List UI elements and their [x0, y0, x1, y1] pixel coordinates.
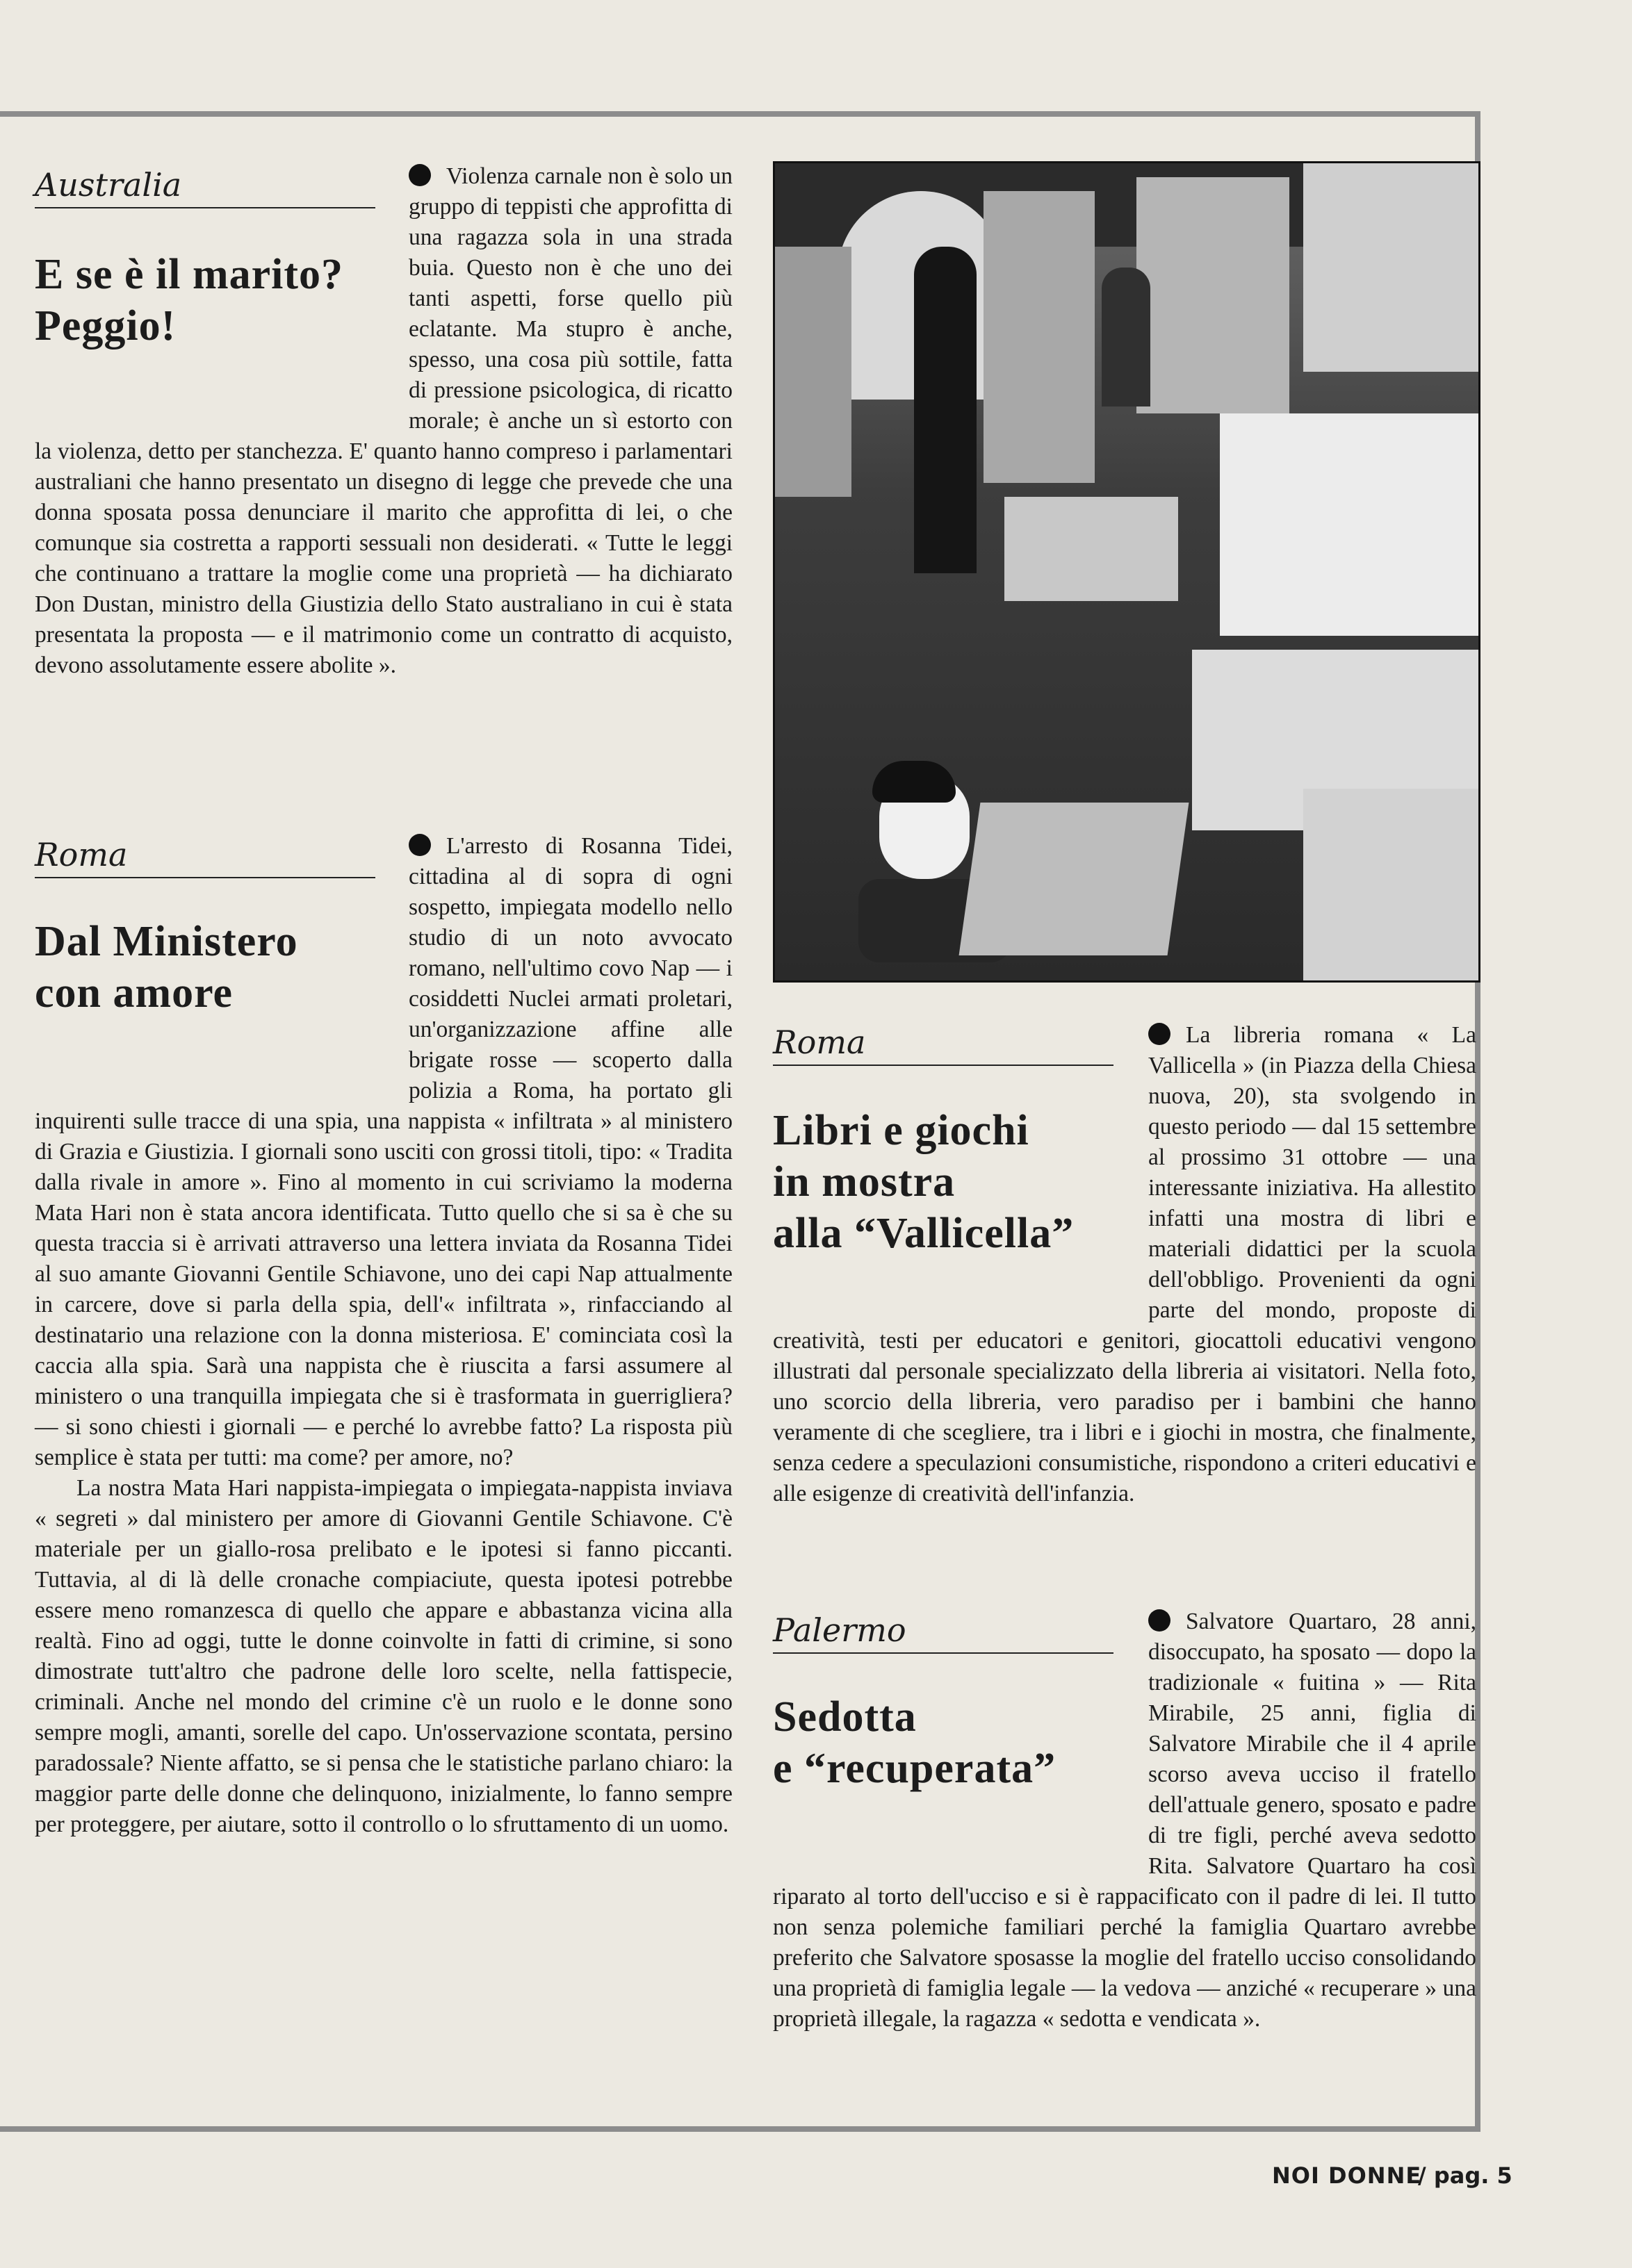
bottom-border-rule	[0, 2126, 1480, 2132]
article-paragraph: Salvatore Quartaro, 28 anni, disoccupato, ha sposato — dopo la tradizionale « fuitina » — Rita Mirabile, 25 anni, figlia di Salvatore Mirabile che il 4 aprile scorso aveva ucciso il fratello dell'attuale genero, sposato e padre di tre figli, perché aveva sedotto Rita. Salvatore Quartaro ha così riparato al torto dell'ucciso e si è rappacificato con il padre di lei. Il tutto non senza polemiche familiari perché la famiglia Quartaro avrebbe preferito che Salvatore sposasse la moglie del fratello ucciso consolidando una proprietà di famiglia legale — la vedova — anziché « recuperare » una proprietà illegale, la ragazza « sedotta e vendicata ».	[773, 1609, 1476, 2032]
headline-line: E se è il marito?	[35, 251, 344, 298]
article-paragraph: Violenza carnale non è solo un gruppo di teppisti che approfitta di una ragazza sola in una strada buia. Questo non è che uno dei tanti aspetti, forse quello più eclatante. Ma stupro è anche, spesso, una cosa più sottile, fatta di pressione psicologica, di ricatto morale; è anche un sì estorto con la violenza, detto per stanchezza. E' quanto hanno compreso i parlamentari australiani che hanno presentato un disegno di legge che prevede che una donna sposata possa denunciare il marito che approfitta di lei, o che comunque sia costretta a rapporti sessuali non desiderati. « Tutte le leggi che continuano a trattare la moglie come una proprietà — ha dichiarato Don Dustan, ministro della Giustizia dello Stato australiano in cui è stata presentata la proposta — e il matrimonio come un contratto di acquisto, devono assolutamente essere abolite ».	[35, 163, 733, 678]
article-place: Palermo	[773, 1611, 1113, 1654]
bookstore-photo	[773, 161, 1480, 983]
article-paragraph: La libreria romana « La Vallicella » (in Piazza della Chiesa nuova, 20), sta svolgendo in questo periodo — dal 15 settembre al prossimo 31 ottobre — una interessante iniziativa. Ha allestito infatti una mostra di libri e materiali didattici per la scuola dell'obbligo. Provenienti da ogni parte del mondo, proposte di creatività, testi per educatori e genitori, giocattoli educativi vengono illustrati dal personale specializzato della libreria ai visitatori. Nella foto, uno scorcio della libreria, vero paradiso per i bambini che hanno veramente di che scegliere, tra i libri e i giochi in mostra, che finalmente, senza cedere a speculazioni consumistiche, rispondono a criteri educativi e alle esigenze di creatività dell'infanzia.	[773, 1022, 1476, 1506]
headline-line: con amore	[35, 969, 234, 1017]
bullet-icon	[409, 834, 431, 856]
magazine-brand: NOI DONNE	[1272, 2162, 1422, 2189]
article-place: Roma	[35, 835, 375, 878]
headline-line: Sedotta	[773, 1693, 917, 1741]
article-body	[773, 1606, 1476, 2035]
bullet-icon	[1148, 1023, 1170, 1045]
article-paragraph: La nostra Mata Hari nappista-impiegata o impiegata-nappista inviava « segreti » dal ministero per amore di Giovanni Gentile Schiavone. C'è materiale per un giallo-rosa prelibato e le ipotesi si fanno piccanti. Tuttavia, al di là delle cronache compiaciute, questa ipotesi potrebbe essere meno romanzesca di quello che appare e abbastanza vicina alla realtà. Fino ad oggi, tutte le donne coinvolte in fatti di crimine, si sono dimostrate tutt'altro che padrone delle loro scelte, nella fattispecie, criminali. Anche nel mondo del crimine c'è un ruolo e le donne sono sempre mogli, amanti, sorelle del capo. Un'osservazione scontata, persino paradossale? Niente affatto, se si pensa che le statistiche parlano chiaro: la maggior parte delle donne che delinquono, inizialmente, lo fanno sempre per proteggere, per aiutare, sotto il controllo o lo sfruttamento di un uomo.	[35, 1475, 733, 1837]
headline-line: Dal Ministero	[35, 918, 298, 965]
headline-line: in mostra	[773, 1158, 956, 1206]
headline-line: Libri e giochi	[773, 1107, 1029, 1154]
article-body	[35, 831, 733, 1840]
article-body	[773, 1020, 1476, 1509]
article-place: Australia	[35, 165, 375, 208]
article-paragraph: L'arresto di Rosanna Tidei, cittadina al di sopra di ogni sospetto, impiegata modello nello studio di un noto avvocato romano, nell'ultimo covo Nap — i cosiddetti Nuclei armati proletari, un'organizzazione affine alle brigate rosse — scoperto dalla polizia a Roma, ha portato gli inquirenti sulle tracce di una spia, una nappista « infiltrata » al ministero di Grazia e Giustizia. I giornali sono usciti con grossi titoli, tipo: « Tradita dalla rivale in amore ». Fino al momento in cui scriviamo la moderna Mata Hari non è stata ancora identificata. Tutto quello che si sa è che su questa traccia si è arrivati attraverso una lettera inviata da Rosanna Tidei al suo amante Giovanni Gentile Schiavone, uno dei capi Nap attualmente in carcere, dove si parla della spia, dell'« infiltrata », rinfacciando al destinatario una relazione con la donna misteriosa. E' cominciata così la caccia alla spia. Sarà una nappista che è riuscita a farsi assumere al ministero o una tranquilla impiegata che si è trasformata in guerrigliera? — si sono chiesti i giornali — e perché lo avrebbe fatto? La risposta più semplice è stata per tutti: ma come? per amore, no?	[35, 833, 733, 1470]
article-place: Roma	[773, 1023, 1113, 1066]
headline-line: alla “Vallicella”	[773, 1210, 1075, 1257]
headline-line: e “recuperata”	[773, 1745, 1056, 1792]
headline-line: Peggio!	[35, 302, 177, 350]
top-border-rule	[0, 111, 1480, 117]
page-number: / pag. 5	[1418, 2162, 1512, 2189]
bullet-icon	[1148, 1609, 1170, 1632]
bullet-icon	[409, 164, 431, 186]
article-body	[35, 161, 733, 681]
